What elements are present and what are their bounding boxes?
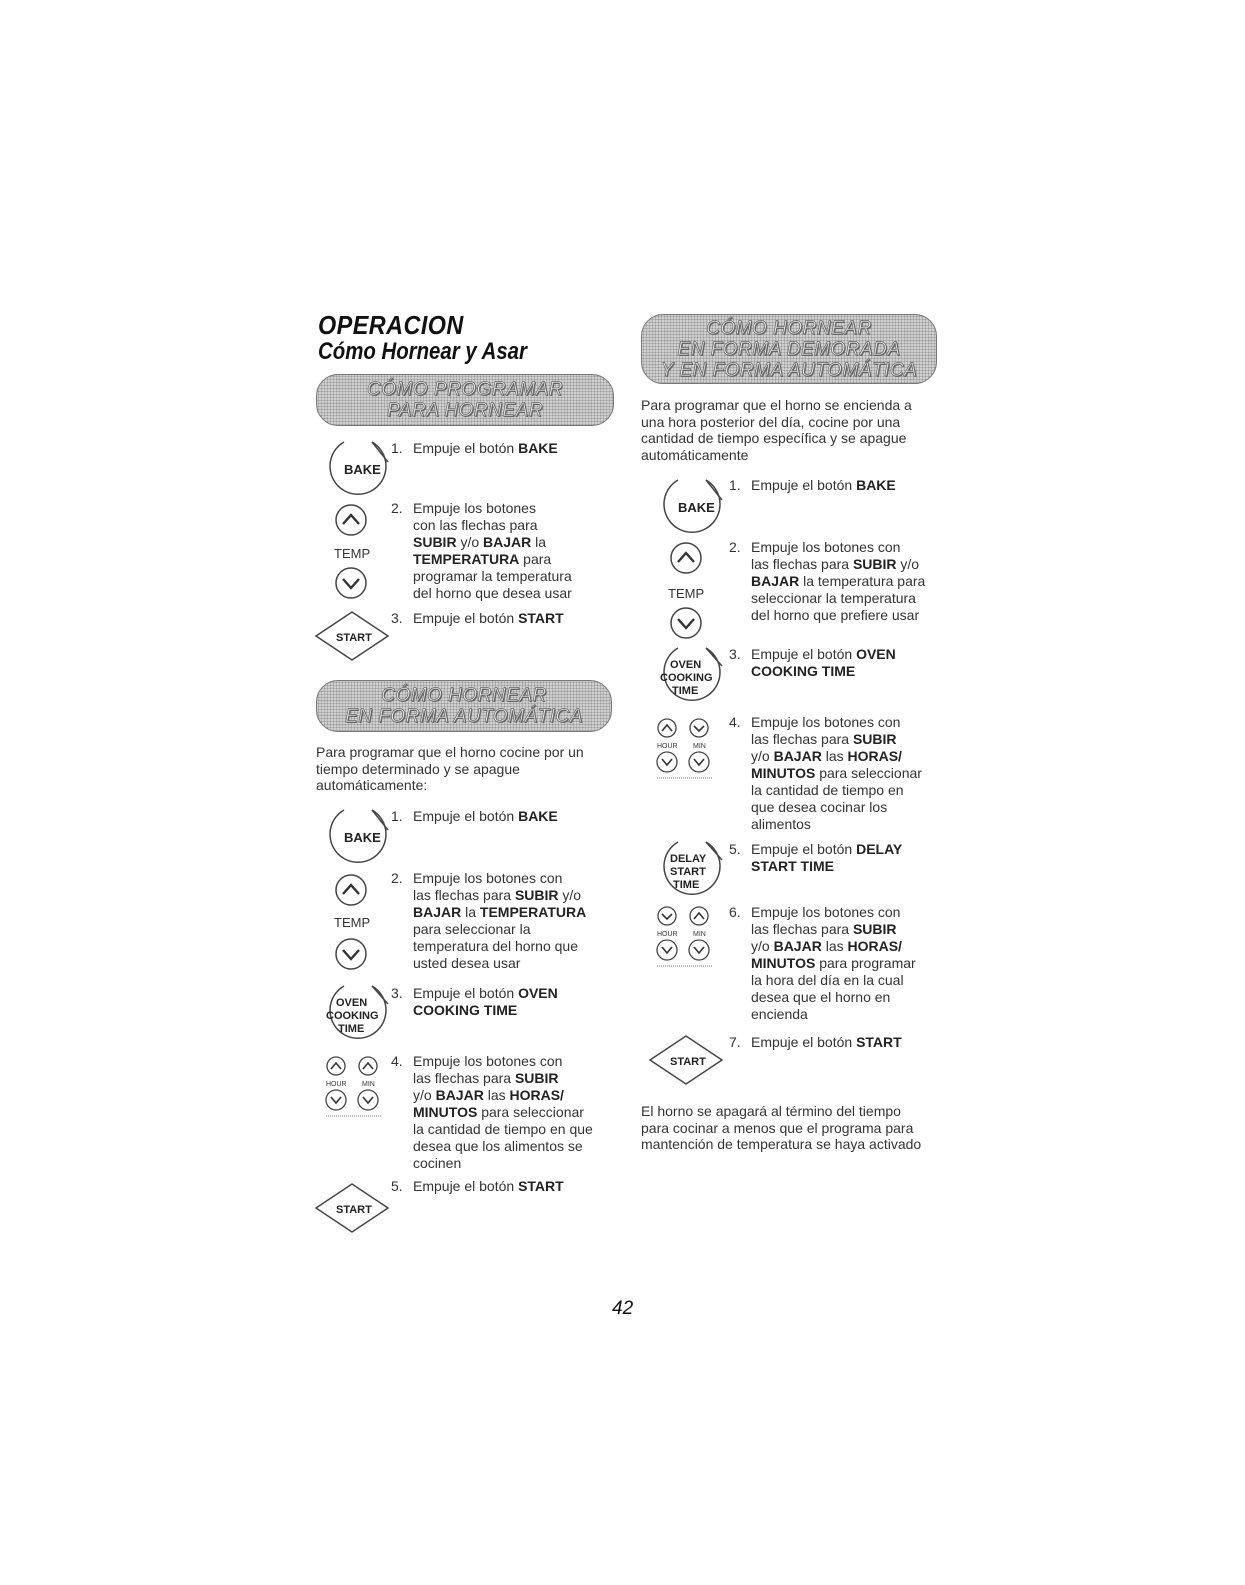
icon-label: START [670,1056,706,1068]
hour-min-arrows-icon [322,1054,392,1128]
banner-line: EN FORMA AUTOMÁTICA [345,706,583,727]
temp-label: TEMP [334,546,371,561]
step-number: 2. [391,500,403,516]
banner-line: PARA HORNEAR [387,400,543,421]
icon-label: MIN [693,931,706,938]
section-banner-demorada [641,314,937,384]
icon-label: START [670,866,706,878]
step-number: 3. [729,646,741,662]
section-banner-automatica [316,680,612,732]
page-subtitle: Cómo Hornear y Asar [318,338,527,365]
step-text: Empuje el botón BAKE [413,440,558,456]
icon-label: OVEN [670,659,702,671]
step-2 [391,870,613,972]
step-text: Empuje los botones con las flechas para SUBIR y/o BAJAR la TEMPERATURA para programar la temperatura del horno que desea usar [413,500,572,601]
icon-label: BAKE [344,830,381,845]
step-2 [391,500,613,602]
icon-label: HOUR [657,931,678,938]
hour-min-arrows-icon [653,904,723,978]
step-number: 4. [729,714,741,730]
footnote: El horno se apagará al término del tiempo para cocinar a menos que el programa para mantención de temperatura se haya activado [641,1103,922,1152]
temp-label: TEMP [668,586,705,601]
icon-label: COOKING [660,672,713,684]
step-number: 1. [391,808,403,824]
step-number: 5. [729,841,741,857]
step-text: Empuje los botones con las flechas para SUBIR y/o BAJAR la TEMPERATURA para seleccionar la temperatura del horno que usted desea usar [413,870,587,971]
step-4 [729,714,941,833]
step-text: Empuje el botón DELAY START TIME [751,841,903,874]
step-text: Empuje el botón START [413,610,564,626]
oven-cooking-time-icon [322,982,398,1044]
start-button-icon [646,1032,726,1088]
step-number: 4. [391,1053,403,1069]
bake-button-icon [656,476,726,536]
step-1 [391,440,613,457]
banner-line: Y EN FORMA AUTOMÁTICA [660,359,918,381]
icon-label: MIN [693,743,706,750]
step-number: 3. [391,610,403,626]
hour-min-arrows-icon [653,716,723,790]
icon-label: HOUR [657,743,678,750]
step-5 [391,1178,613,1195]
icon-label: MIN [362,1081,375,1088]
step-3 [391,985,613,1019]
bake-button-icon [322,438,392,498]
step-5 [729,841,941,875]
section-intro: Para programar que el horno cocine por un tiempo determinado y se apague automáticamente: [316,744,584,793]
step-3 [391,610,613,627]
temp-label: TEMP [334,915,371,930]
icon-label: TIME [673,879,700,891]
icon-label: HOUR [326,1081,347,1088]
banner-line: CÓMO PROGRAMAR [367,379,563,400]
temp-down-arrow-icon [668,605,704,641]
step-7 [729,1034,941,1051]
delay-start-time-icon [656,838,732,900]
section-banner-programar [316,374,614,426]
icon-label: TIME [672,685,699,697]
icon-label: TIME [338,1023,365,1035]
step-number: 2. [391,870,403,886]
start-button-icon [312,1180,392,1236]
step-text: Empuje los botones con las flechas para SUBIR y/o BAJAR la temperatura para seleccionar la temperatura del horno que prefiere usar [751,539,926,623]
temp-up-arrow-icon [668,540,704,576]
step-3 [729,646,941,680]
page-number: 42 [612,1298,634,1319]
icon-label: START [336,632,372,644]
step-2 [729,539,941,624]
step-number: 1. [729,477,741,493]
step-text: Empuje el botón OVEN COOKING TIME [413,985,558,1018]
icon-label: OVEN [336,997,368,1009]
step-text: Empuje el botón OVEN COOKING TIME [751,646,896,679]
step-1 [729,477,941,494]
start-button-icon [312,608,392,664]
step-number: 1. [391,440,403,456]
step-number: 3. [391,985,403,1001]
step-text: Empuje el botón START [413,1178,564,1194]
step-number: 2. [729,539,741,555]
step-number: 6. [729,904,741,920]
oven-cooking-time-icon [656,644,732,706]
banner-line: CÓMO HORNEAR [381,685,547,706]
bake-button-icon [322,806,392,866]
banner-line: CÓMO HORNEAR [706,317,872,339]
icon-label: BAKE [344,462,381,477]
step-text: Empuje los botones con las flechas para SUBIR y/o BAJAR las HORAS/ MINUTOS para programar la hora del día en la cual desea que el horno en encienda [751,904,916,1022]
section-intro: Para programar que el horno se encienda a una hora posterior del día, cocine por una cantidad de tiempo específica y se apague automáticamente [641,397,912,463]
icon-label: COOKING [326,1010,379,1022]
step-number: 5. [391,1178,403,1194]
temp-down-arrow-icon [333,565,369,601]
step-4 [391,1053,613,1172]
temp-up-arrow-icon [333,872,369,908]
step-1 [391,808,613,825]
icon-label: DELAY [670,853,707,865]
step-number: 7. [729,1034,741,1050]
temp-up-arrow-icon [333,502,369,538]
icon-label: BAKE [678,500,715,515]
step-6 [729,904,941,1023]
page-title: OPERACION [318,310,464,340]
banner-line: EN FORMA DEMORADA [677,338,901,360]
icon-label: START [336,1204,372,1216]
step-text: Empuje el botón START [751,1034,902,1050]
step-text: Empuje el botón BAKE [751,477,896,493]
step-text: Empuje los botones con las flechas para SUBIR y/o BAJAR las HORAS/ MINUTOS para seleccionar la cantidad de tiempo en que desea que los alimentos se cocinen [413,1053,593,1171]
step-text: Empuje el botón BAKE [413,808,558,824]
temp-down-arrow-icon [333,936,369,972]
step-text: Empuje los botones con las flechas para SUBIR y/o BAJAR las HORAS/ MINUTOS para seleccionar la cantidad de tiempo en que desea cocinar los alimentos [751,714,922,832]
